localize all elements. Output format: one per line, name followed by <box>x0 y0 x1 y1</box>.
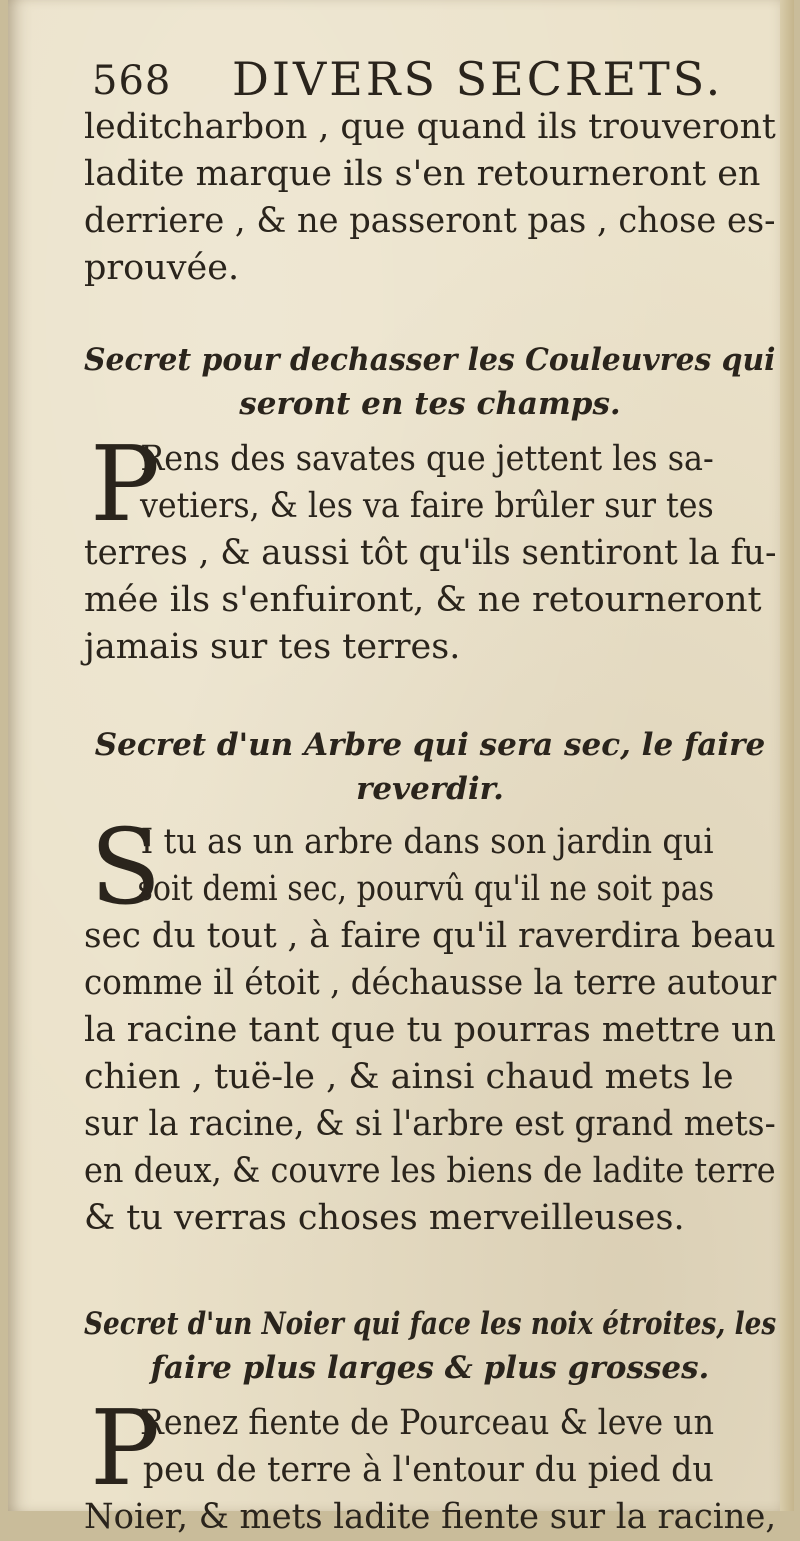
text-line: I tu as un arbre dans son jardin qui <box>140 822 714 862</box>
text-line: la racine tant que tu pourras mettre un <box>84 1010 776 1050</box>
text-line: sur la racine, & si l'arbre est grand mets- <box>84 1104 776 1144</box>
text-line: comme il étoit , déchausse la terre autour <box>84 963 777 1003</box>
text-line: jamais sur tes terres. <box>84 627 461 667</box>
running-head: DIVERS SECRETS. <box>232 52 724 106</box>
section-title-couleuvres <box>84 338 776 426</box>
text-line: & tu verras choses merveilleuses. <box>84 1198 685 1238</box>
text-line: derriere , & ne passeront pas , chose es- <box>84 201 776 241</box>
text-line: vetiers, & les va faire brûler sur tes <box>140 486 714 526</box>
title-line: seront en tes champs. <box>239 386 621 422</box>
section-title-arbre <box>84 723 776 811</box>
text-line: mée ils s'enfuiront, & ne retourneront <box>84 580 762 620</box>
page-content <box>84 44 776 1541</box>
text-line: ladite marque ils s'en retourneront en <box>84 154 761 194</box>
text-line: Noier, & mets ladite fiente sur la racine, <box>84 1497 777 1537</box>
title-line: Secret pour dechasser les Couleuvres qui <box>84 342 776 378</box>
title-line: Secret d'un Arbre qui sera sec, le faire <box>94 727 766 763</box>
paragraph-couleuvres <box>84 423 777 671</box>
text-line: terres , & aussi tôt qu'ils sentiront la fu- <box>84 533 777 573</box>
text-line: en deux, & couvre les biens de ladite terre <box>84 1151 776 1191</box>
title-line: faire plus larges & plus grosses. <box>150 1350 710 1386</box>
page-header <box>84 44 776 104</box>
paragraph-continued <box>84 104 776 292</box>
text-line: chien , tuë-le , & ainsi chaud mets le <box>84 1057 734 1097</box>
section-title-noier <box>84 1302 776 1390</box>
page-number: 568 <box>92 58 172 104</box>
text-line: prouvée. <box>84 248 240 288</box>
paragraph-arbre <box>84 806 777 1242</box>
text-line: peu de terre à l'entour du pied du <box>142 1450 714 1490</box>
title-line: reverdir. <box>356 771 504 807</box>
drop-cap: P <box>90 423 160 545</box>
title-line: Secret d'un Noier qui face les noix étroites, les <box>84 1306 777 1342</box>
paragraph-noier <box>84 1387 777 1541</box>
text-line: Rens des savates que jettent les sa- <box>140 439 714 479</box>
drop-cap: S <box>90 806 162 928</box>
drop-cap: P <box>90 1387 160 1509</box>
book-page <box>8 0 786 1537</box>
text-line: soit demi sec, pourvû qu'il ne soit pas <box>137 869 715 909</box>
text-line: Renez fiente de Pourceau & leve un <box>140 1403 714 1443</box>
page-edge <box>780 0 794 1511</box>
text-line: leditcharbon , que quand ils trouveront <box>84 107 776 147</box>
text-line: sec du tout , à faire qu'il raverdira beau <box>84 916 776 956</box>
